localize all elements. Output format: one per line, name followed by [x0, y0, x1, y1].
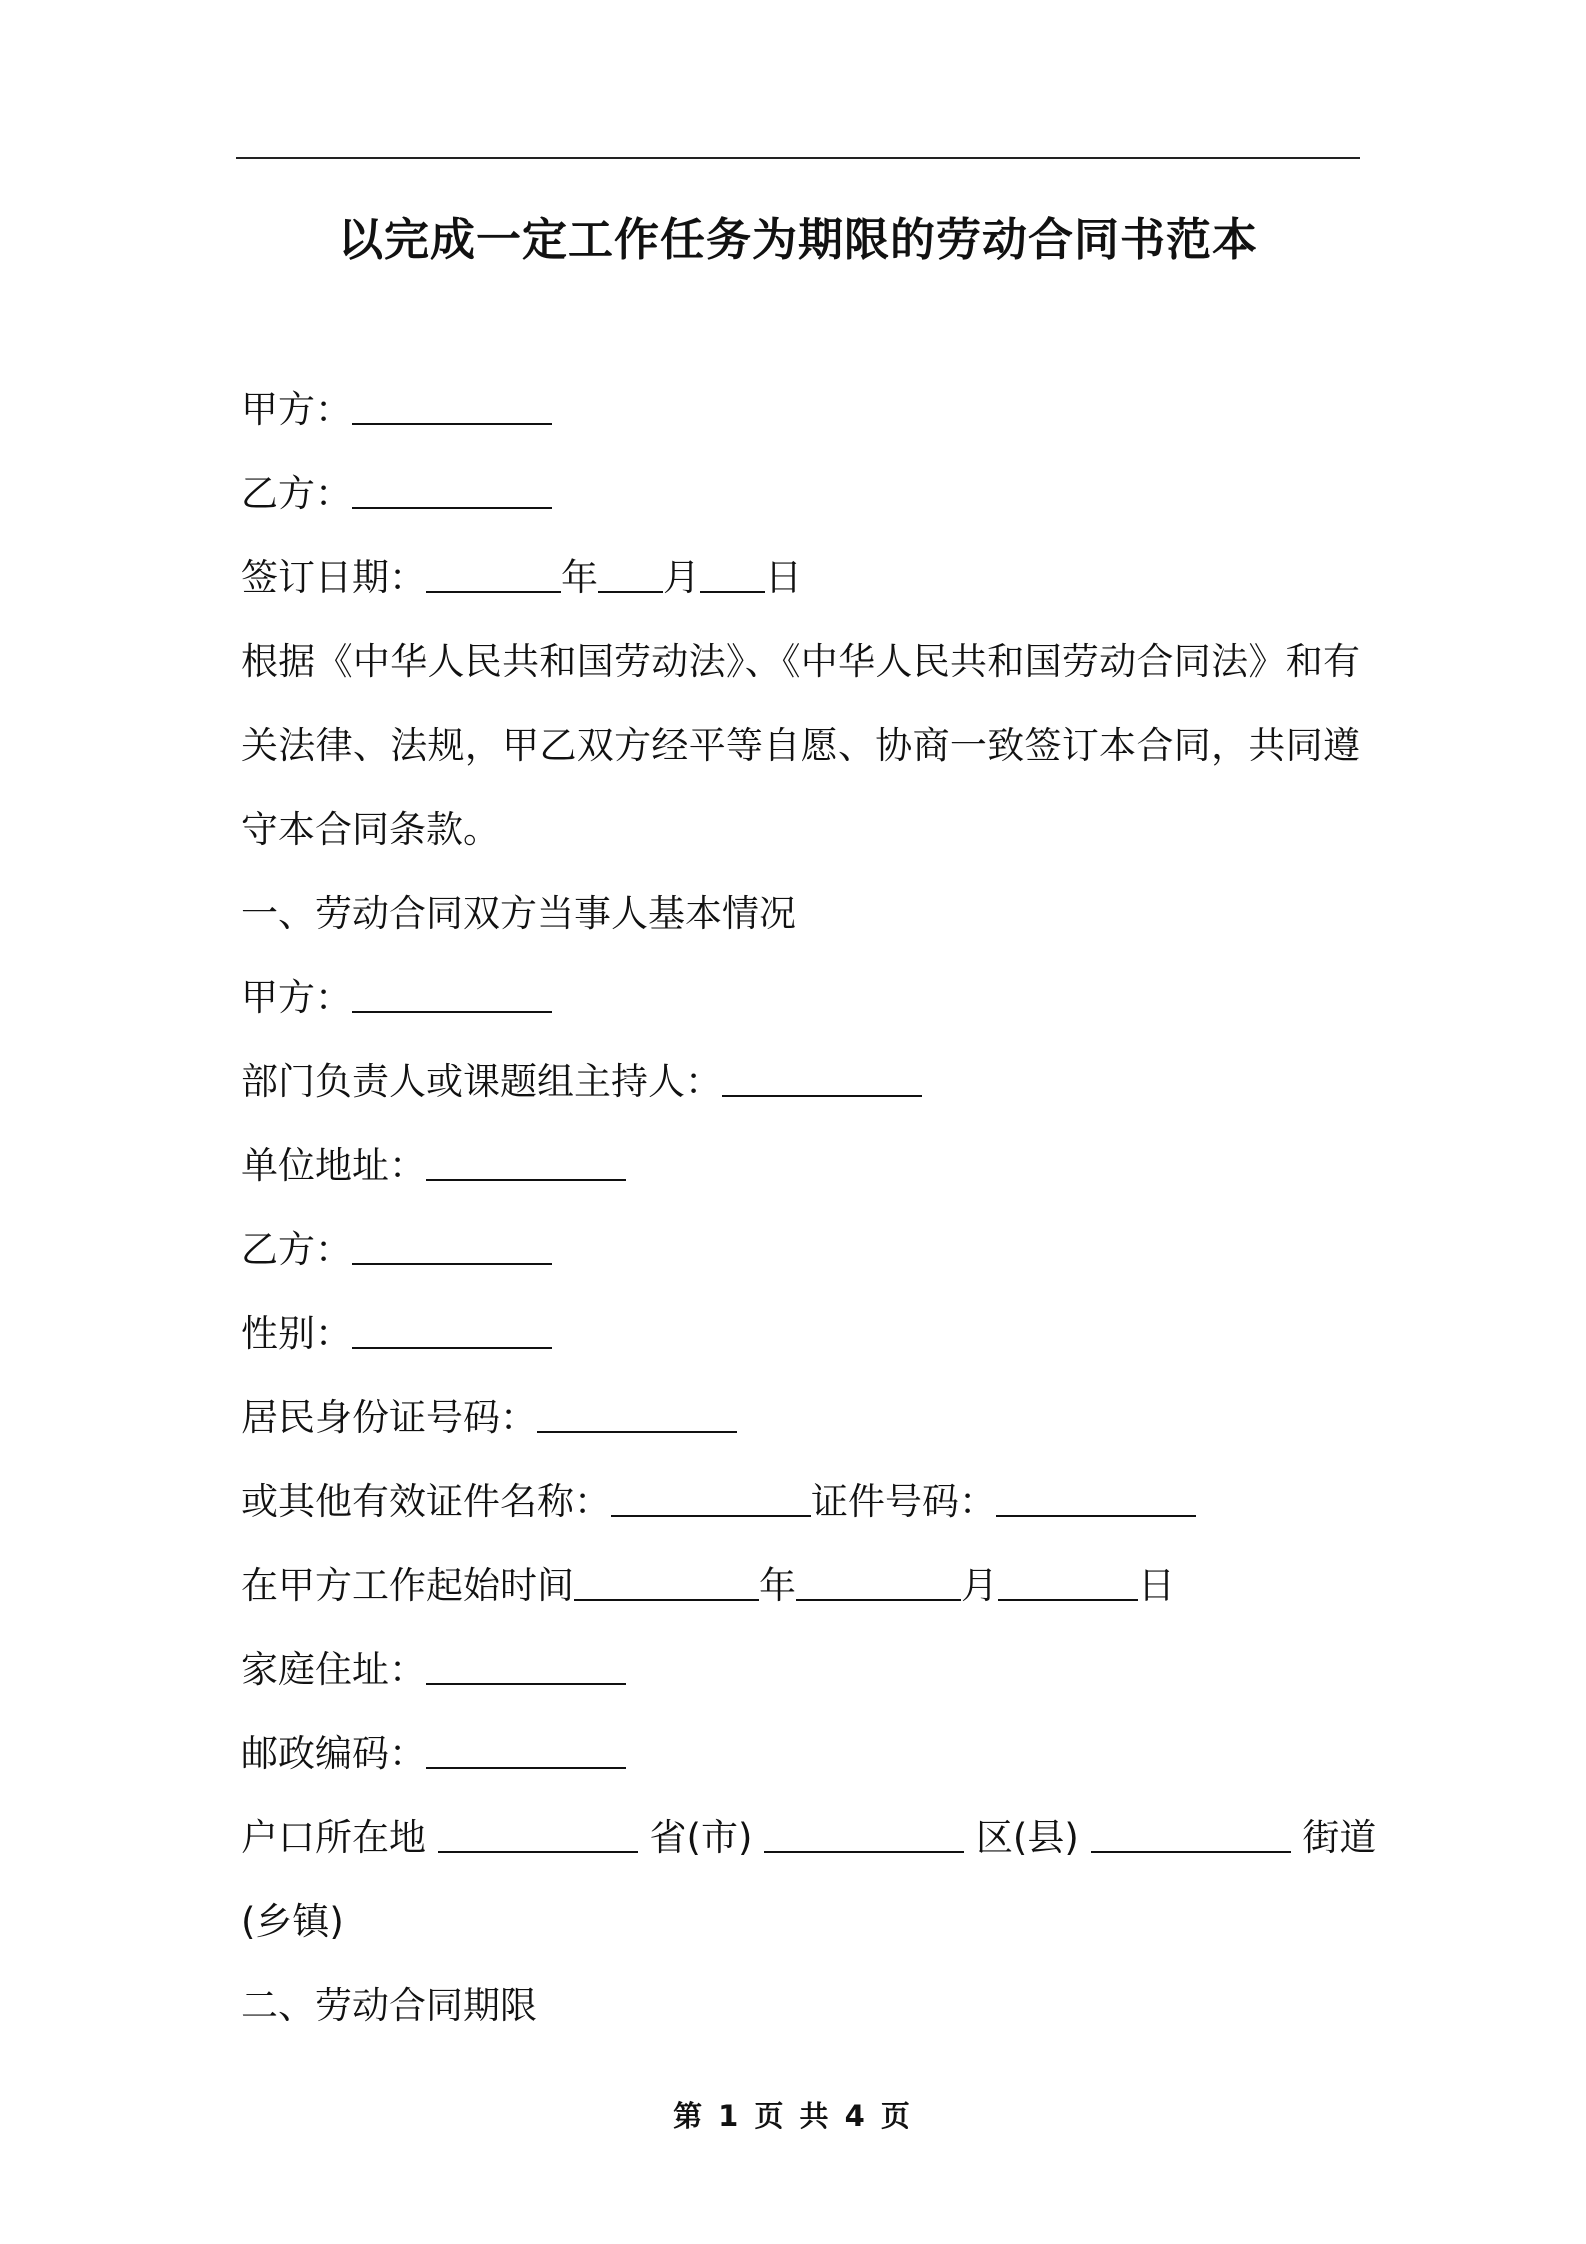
hukou-label: 户口所在地 — [241, 1816, 426, 1859]
document-title: 以完成一定工作任务为期限的劳动合同书范本 — [337, 213, 1258, 266]
preamble-line-1: 根据《中华人民共和国劳动法》、《中华人民共和国劳动合同法》和有 — [241, 640, 1360, 683]
party-a-info-line — [241, 956, 1360, 1040]
month-label: 月 — [663, 556, 700, 599]
section-heading-2: 二、劳动合同期限 — [241, 1984, 537, 2027]
postal-code-blank — [426, 1767, 626, 1769]
hukou-street-blank — [1091, 1851, 1291, 1853]
street-label: 街道 — [1302, 1816, 1377, 1859]
gender-blank — [352, 1347, 552, 1349]
party-b-info-label: 乙方： — [241, 1228, 352, 1271]
province-label: 省(市) — [649, 1816, 753, 1859]
party-a-info-label: 甲方： — [241, 976, 352, 1019]
party-b-info-blank — [352, 1263, 552, 1265]
township-line: (乡镇) — [241, 1900, 344, 1943]
cert-number-blank — [996, 1515, 1196, 1517]
document-body — [241, 368, 1377, 2048]
sign-date-label: 签订日期： — [241, 556, 426, 599]
unit-address-line — [241, 1124, 1360, 1208]
start-day-blank — [998, 1599, 1138, 1601]
cert-number-label: 证件号码： — [811, 1480, 996, 1523]
sign-day-blank — [700, 591, 765, 593]
party-a-info-blank — [352, 1011, 552, 1013]
sign-date-line — [241, 536, 1360, 620]
hukou-province-blank — [438, 1851, 638, 1853]
party-b-blank — [352, 507, 552, 509]
gender-line — [241, 1292, 1360, 1376]
id-number-line — [241, 1376, 1360, 1460]
start-time-line — [241, 1544, 1360, 1628]
party-b-line — [241, 452, 1360, 536]
district-label: 区(县) — [975, 1816, 1079, 1859]
id-number-label: 居民身份证号码： — [241, 1396, 537, 1439]
section-heading-1: 一、劳动合同双方当事人基本情况 — [241, 892, 796, 935]
page-footer: 第 1 页 共 4 页 — [673, 2099, 913, 2133]
hukou-district-blank — [764, 1851, 964, 1853]
start-day-label: 日 — [1138, 1564, 1175, 1607]
dept-head-line — [241, 1040, 1360, 1124]
preamble-line-3: 守本合同条款。 — [241, 808, 500, 851]
other-cert-label: 或其他有效证件名称： — [241, 1480, 611, 1523]
home-address-label: 家庭住址： — [241, 1648, 426, 1691]
start-time-label: 在甲方工作起始时间 — [241, 1564, 574, 1607]
sign-year-blank — [426, 591, 561, 593]
other-cert-blank — [611, 1515, 811, 1517]
start-month-label: 月 — [961, 1564, 998, 1607]
year-label: 年 — [561, 556, 598, 599]
gender-label: 性别： — [241, 1312, 352, 1355]
unit-address-label: 单位地址： — [241, 1144, 426, 1187]
party-b-info-line — [241, 1208, 1360, 1292]
start-year-blank — [574, 1599, 759, 1601]
start-month-blank — [796, 1599, 961, 1601]
home-address-line — [241, 1628, 1360, 1712]
dept-head-blank — [722, 1095, 922, 1097]
other-cert-line — [241, 1460, 1360, 1544]
party-b-label: 乙方： — [241, 472, 352, 515]
unit-address-blank — [426, 1179, 626, 1181]
postal-code-label: 邮政编码： — [241, 1732, 426, 1775]
sign-month-blank — [598, 591, 663, 593]
home-address-blank — [426, 1683, 626, 1685]
party-a-line — [241, 368, 1360, 452]
party-a-blank — [352, 423, 552, 425]
day-label: 日 — [765, 556, 802, 599]
preamble-line-2: 关法律、法规，甲乙双方经平等自愿、协商一致签订本合同，共同遵 — [241, 724, 1360, 767]
party-a-label: 甲方： — [241, 388, 352, 431]
hukou-line — [241, 1796, 1377, 1880]
postal-code-line — [241, 1712, 1360, 1796]
dept-head-label: 部门负责人或课题组主持人： — [241, 1060, 722, 1103]
header-rule — [236, 157, 1360, 159]
id-number-blank — [537, 1431, 737, 1433]
start-year-label: 年 — [759, 1564, 796, 1607]
